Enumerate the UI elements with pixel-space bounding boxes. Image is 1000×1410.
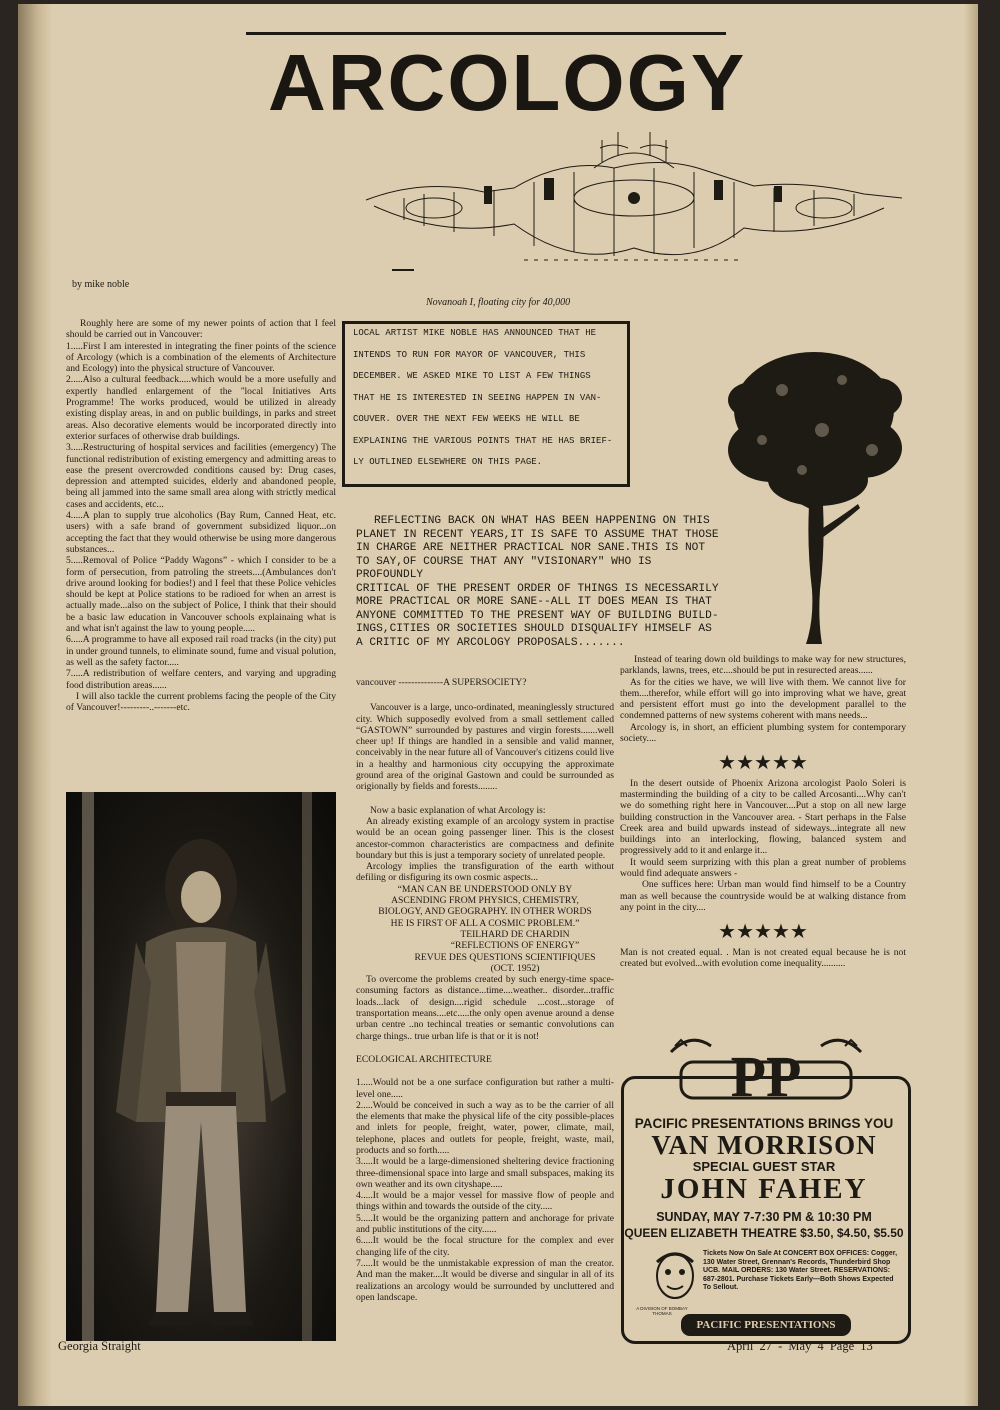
- notice-line: LOCAL ARTIST MIKE NOBLE HAS ANNOUNCED THAT HE: [353, 328, 597, 338]
- paragraph: I will also tackle the current problems facing the people of the City of Vancouver!---------..-------etc.: [66, 690, 336, 714]
- notice-line: THAT HE IS INTERESTED IN SEEING HAPPEN IN VAN-: [353, 392, 602, 403]
- middle-column: [356, 677, 614, 1303]
- statement-line: INGS,CITIES OR SOCIETIES SHOULD DISQUALIFY HIMSELF AS: [356, 623, 712, 635]
- ad-line: PACIFIC PRESENTATIONS BRINGS YOU: [634, 1116, 894, 1131]
- ad-guest: JOHN FAHEY: [660, 1173, 868, 1205]
- paragraph: To overcome the problems created by such energy-time space-consuming factors as distance...time....weather.. disorder...traffic loads...lack of design....rigid schedule ...cost...storage of transportation means....etc.....the only open avenue around a dense urban centre ..no techincal treaties or semantic convolutions can charge things.. true urban life is that or it is not!: [356, 974, 614, 1042]
- list-item: 4.....It would be a major vessel for massive flow of people and things within and towards the outside of the city.....: [356, 1190, 614, 1213]
- ad-venue: QUEEN ELIZABETH THEATRE $3.50, $4.50, $5.50: [624, 1226, 904, 1240]
- paragraph: An already existing example of an arcology system in practise would be an ocean going passenger liner. This is the closest ancestor-common characteristics are compactness and definite boundary but this is just a temporary society of unrelated people.: [356, 815, 614, 861]
- portrait-figure: [66, 792, 336, 1341]
- paragraph: Vancouver is a large, unco-ordinated, meaninglessly structured city. Which supposedly evolved from a small settlement called “GASTOWN” surrounded by pastures and virgin forests.......well cheer up! If things are handled in a sensible and valid manner, conceivably in the near future all of Vancouver's citizens could live in a healthy and harmonious city occupying the approximate ground area of the original Gastown and could be surrounded as origionally by fields and forests........: [356, 702, 614, 793]
- paragraph: 1.....First I am interested in integrating the finer points of the science of Arcology (which is a combination of the elements of Architecture and Ecology) into the physical structure of Vancouver.: [66, 340, 336, 375]
- statement-line: IN CHARGE ARE NEITHER PRACTICAL NOR SANE.THIS IS NOT: [356, 542, 706, 554]
- statement-line: REFLECTING BACK ON WHAT HAS BEEN HAPPENING ON THIS: [374, 515, 710, 527]
- statement-line: PLANET IN RECENT YEARS,IT IS SAFE TO ASSUME THAT THOSE: [356, 528, 719, 541]
- paragraph: In the desert outside of Phoenix Arizona arcologist Paolo Soleri is masterminding the building of a city to be called Arcosanti....Why can't we do something right here in Vancouver....Put a stop on all new large building construction in the Vancouver area. - Start perhaps in the False Creek area and build upwards instead of sideways...integrate all new buildings into an interlocking, flowing, balanced system and progressively add to it and enlarge it...: [620, 777, 906, 857]
- paragraph: Instead of tearing down old buildings to make way for new structures, parklands, lawns, trees, etc....should be put in resurected areas......: [620, 654, 906, 677]
- byline: by mike noble: [72, 279, 130, 290]
- statement-line: TO SAY,OF COURSE THAT ANY "VISIONARY" WHO IS PROFOUNDLY: [356, 555, 652, 581]
- ad-headliner: VAN MORRISON: [651, 1130, 877, 1160]
- list-item: 1.....Would not be a one surface configuration but rather a multi-level one.....: [356, 1077, 614, 1100]
- paragraph: One suffices here: Urban man would find himself to be a Country man as well because the countryside would be at walking distance from any point in the city....: [620, 879, 906, 913]
- logo-text: PP: [730, 1044, 802, 1106]
- mask-icon: [651, 1250, 699, 1304]
- paragraph: 7.....A redistribution of welfare centers, and varying and upgrading food distribution areas......: [66, 668, 336, 691]
- statement-line: A CRITIC OF MY ARCOLOGY PROPOSALS.......: [356, 636, 625, 649]
- ad-footer: PACIFIC PRESENTATIONS: [681, 1314, 851, 1336]
- list-item: 5.....It would be the organizing pattern and anchorage for private and public institutions of the city......: [356, 1212, 614, 1236]
- notice-line: INTENDS TO RUN FOR MAYOR OF VANCOUVER, THIS: [353, 349, 586, 360]
- notice-line: DECEMBER. WE ASKED MIKE TO LIST A FEW THINGS: [353, 371, 591, 381]
- right-column: [620, 654, 906, 969]
- list-item: 7.....It would be the unmistakable expression of man the creator. And man the maker....It would be diverse and singular in all of its realizations an arcology would be surrounded by uncluttered and open landscape.: [356, 1257, 614, 1303]
- left-column: [66, 318, 336, 713]
- pp-logo: [661, 1032, 871, 1106]
- reflecting-statement: [356, 515, 724, 650]
- quote-attribution: (OCT. 1952): [490, 962, 540, 974]
- quotation: “MAN CAN BE UNDERSTOOD ONLY BY ASCENDING FROM PHYSICS, CHEMISTRY, BIOLOGY, AND GEOGRAPHY. IN OTHER WORDS HE IS FIRST OF ALL A COSMIC PROBLEM.”: [378, 883, 592, 929]
- paragraph: Man is not created equal. . Man is not created equal because he is not created but evolved...with evolution come inequality..........: [620, 946, 906, 969]
- quote-attribution: TEILHARD DE CHARDIN: [460, 928, 570, 940]
- list-item: 3.....It would be a large-dimensioned sheltering device fractioning three-dimensional space into large and small subspaces, making its own weather and its own cityshape.....: [356, 1156, 614, 1190]
- concert-advertisement: [621, 1032, 907, 1342]
- paragraph: 5.....Removal of Police “Paddy Wagons” - which I consider to be a form of persecution, from patroling the streets....(Ambulances don't drive around looking for bodies!) and I feel that these Police vehicles should be kept at Police stations to be radioed for when an arrest is actually made...also on the subject of Police, I think that their should be a basic law education in Vancouver schools explainaing what is and what isn't against the law to young people.....: [66, 555, 336, 635]
- binding-gutter: [18, 4, 52, 1406]
- list-item: 6.....It would be the focal structure for the complex and ever changing life of the city.: [356, 1235, 614, 1258]
- section-heading: vancouver --------------A SUPERSOCIETY?: [356, 677, 527, 688]
- paragraph: Arcology implies the transfiguration of the earth without defiling or disfiguring its own cosmic aspects...: [356, 861, 614, 884]
- paragraph: 3.....Restructuring of hospital services and facilities (emergency) The functional redistribution of existing emergency and admitting areas to ease the present overcrowded conditions caused by: Drug cases, depression and attempted suicides, elderly and abandoned people, being all jammed into the same small area along with strictly medical cases and accidents, etc...: [66, 442, 336, 510]
- issue-date-page: April 27 - May 4 Page 13: [727, 1339, 873, 1353]
- paragraph: As for the cities we have, we will live with them. We cannot live for them....therefor, while effort will go into improving what we have, great and persistent effort must go into the development parallel to the condemned patterns of new systems coherent with mans needs...: [620, 676, 906, 722]
- notice-line: EXPLAINING THE VARIOUS POINTS THAT HE HAS BRIEF-: [353, 435, 613, 446]
- star-divider: ★★★★★: [718, 921, 808, 944]
- ad-line: SPECIAL GUEST STAR: [692, 1159, 836, 1174]
- announcement-box: [342, 321, 630, 487]
- paragraph: 6.....A programme to have all exposed rail road tracks (in the city) put in under ground tunnels, to eliminate sound, fume and visual polution, as well as the safety factor.....: [66, 634, 336, 668]
- paragraph: Roughly here are some of my newer points of action that I feel should be carried out in Vancouver:: [66, 318, 336, 341]
- publication-name: Georgia Straight: [58, 1339, 141, 1353]
- floating-city-illustration: [364, 128, 904, 278]
- illustration-caption: Novanoah I, floating city for 40,000: [426, 297, 571, 308]
- page-edge: [964, 4, 978, 1406]
- star-divider: ★★★★★: [718, 752, 808, 775]
- paragraph: 4.....A plan to supply true alcoholics (Bay Rum, Canned Heat, etc. users) with a safe brand of government subsidized liquor...on accepting the fact that they would otherwise be using more dangerous substances...: [66, 510, 336, 555]
- quote-attribution: “REFLECTIONS OF ENERGY”: [450, 940, 580, 952]
- paragraph: 2.....Also a cultural feedback.....which would be a more usefully and expertly handled enlargement of the ''local Initiatives Arts Programme! The works produced, would be utilized in already existing display areas, in and on public buildings, in parks and street areas. Also decorative elements would be incorporated directly into exterior surfaces of otherwise drab buildings.: [66, 374, 336, 442]
- statement-line: MORE PRACTICAL OR MORE SANE--ALL IT DOES MEAN IS THAT: [356, 596, 712, 608]
- notice-line: LY OUTLINED ELSEWHERE ON THIS PAGE.: [353, 457, 543, 467]
- rule-cap-left: [246, 32, 280, 35]
- statement-line: ANYONE COMMITTED TO THE PRESENT WAY OF BUILDING BUILD-: [356, 609, 719, 622]
- paragraph: Arcology is, in short, an efficient plumbing system for contemporary society....: [620, 721, 906, 745]
- paragraph: It would seem surprizing with this plan a great number of problems would find adequate answers -: [620, 856, 906, 880]
- section-heading: ECOLOGICAL ARCHITECTURE: [356, 1053, 492, 1065]
- masthead-title: ARCOLOGY: [268, 38, 747, 127]
- paragraph: Now a basic explanation of what Arcology is:: [370, 804, 546, 816]
- statement-line: CRITICAL OF THE PRESENT ORDER OF THINGS IS NECESSARILY: [356, 582, 719, 595]
- ad-division: A DIVISION OF BOMBAY THOMAS: [636, 1306, 688, 1316]
- notice-line: COUVER. OVER THE NEXT FEW WEEKS HE WILL BE: [353, 414, 580, 424]
- tree-illustration: [722, 340, 906, 648]
- list-item: 2.....Would be conceived in such a way as to be the carrier of all the elements that make the physical life of the city possible-places and inlets for people, freight, water, power, climate, mail, telephone, places and outlets for people, freight, waste, mail, products and so forth.....: [356, 1099, 614, 1156]
- ad-date: SUNDAY, MAY 7-7:30 PM & 10:30 PM: [656, 1210, 872, 1224]
- portrait-photo: [66, 792, 336, 1341]
- quote-attribution: REVUE DES QUESTIONS SCIENTIFIQUES: [414, 951, 596, 963]
- ticket-info: Tickets Now On Sale At CONCERT BOX OFFICES: Cogger, 130 Water Street, Grennan's Records, Thunderbird Shop UCB. MAIL ORDERS: 130 Water Street. RESERVATIONS: 687-2801. Purchase Tickets Early—Both Shows Expected To Sellout.: [703, 1250, 898, 1292]
